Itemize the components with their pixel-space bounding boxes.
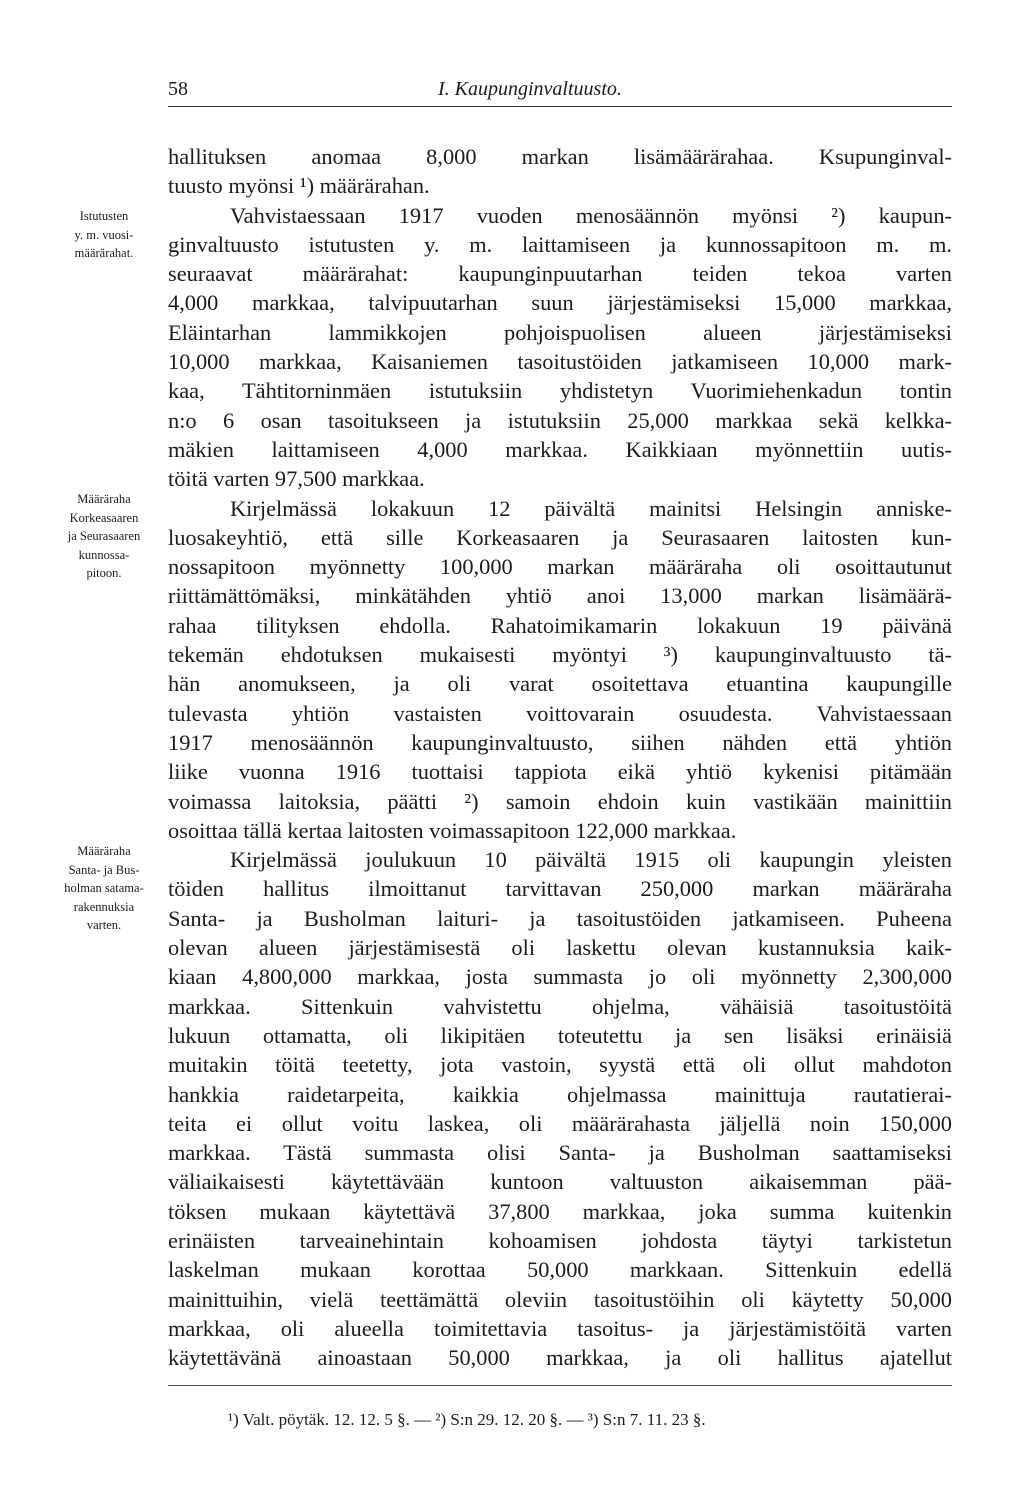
text-line: Kirjelmässä lokakuun 12 päivältä mainitsi Helsingin anniske- (230, 495, 952, 521)
running-header (0, 70, 1024, 110)
text-line: ginvaltuusto istutusten y. m. laittamiseen ja kunnossapitoon m. m. (168, 231, 952, 257)
text-line: olevan alueen järjestämisestä oli laskettu olevan kustannuksia kaik- (168, 935, 952, 961)
text-line: liike vuonna 1916 tuottaisi tappiota eikä yhtiö kykenisi pitämään (168, 759, 952, 785)
margin-note-line: pitoon. (86, 566, 122, 580)
margin-note-santahamina-appropriation (42, 842, 166, 935)
text-line: Eläintarhan lammikkojen pohjoispuolisen alueen järjestämiseksi (168, 319, 952, 345)
margin-note-line: Määräraha (77, 844, 131, 858)
text-line: rahaa tilityksen ehdolla. Rahatoimikamarin lokakuun 19 päivänä (168, 612, 952, 638)
margin-note-line: Santa- ja Bus- (68, 862, 140, 877)
text-line: hän anomukseen, ja oli varat osoitettava etuantina kaupungille (168, 671, 952, 697)
text-line: Vahvistaessaan 1917 vuoden menosäännön myönsi ²) kaupun- (230, 202, 952, 228)
margin-note-line: y. m. vuosi- (74, 227, 134, 242)
margin-note-line: Istutusten (79, 209, 129, 223)
text-line: luosakeyhtiö, että sille Korkeasaaren ja Seurasaaren laitosten kun- (168, 524, 952, 550)
margin-note-planting-appropriations (42, 207, 166, 263)
text-line: töitä varten 97,500 markkaa. (168, 466, 425, 492)
text-line: kaa, Tähtitorninmäen istutuksiin yhdistetyn Vuorimiehenkadun tontin (168, 378, 952, 404)
text-line: markkaa, oli alueella toimitettavia tasoitus- ja järjestämistöitä varten (168, 1315, 952, 1341)
text-line: 10,000 markkaa, Kaisaniemen tasoitustöiden jatkamiseen 10,000 mark- (168, 349, 952, 375)
footnote-rule (168, 1385, 952, 1386)
margin-note-line: holman satama- (64, 881, 144, 895)
body-text (168, 142, 952, 1372)
margin-note-korkeasaari-appropriation (42, 490, 166, 583)
margin-note-line: varten. (86, 918, 122, 932)
margin-note-line: Korkeasaaren (69, 510, 139, 525)
text-line: riittämättömäksi, minkätähden yhtiö anoi 13,000 markan lisämäärä- (168, 583, 952, 609)
margin-note-line: Määräraha (77, 492, 131, 506)
text-line: markkaa. Tästä summasta olisi Santa- ja Busholman saattamiseksi (168, 1140, 952, 1166)
margin-note-line: ja Seurasaaren (67, 529, 141, 543)
footnotes: ¹) Valt. pöytäk. 12. 12. 5 §. — ²) S:n 29. 12. 20 §. — ³) S:n 7. 11. 23 §. (228, 1410, 706, 1429)
text-line: seuraavat määrärahat: kaupunginpuutarhan teiden tekoa varten (168, 261, 952, 287)
margin-note-line: rakennuksia (73, 899, 135, 914)
text-line: erinäisten tarveainehintain kohoamisen johdosta täytyi tarkistetun (168, 1227, 952, 1253)
text-line: muitakin töitä teetetty, jota vastoin, syystä että oli ollut mahdoton (168, 1052, 952, 1078)
text-line: markkaa. Sittenkuin vahvistettu ohjelma, vähäisiä tasoitustöitä (168, 993, 952, 1019)
text-line: tuusto myönsi ¹) määrärahan. (168, 173, 430, 199)
margin-note-line: määrärahat. (74, 246, 134, 260)
text-line: mäkien laittamiseen 4,000 markkaa. Kaikkiaan myönnettiin uutis- (168, 436, 952, 462)
header-rule (168, 106, 952, 107)
text-line: käytettävänä ainoastaan 50,000 markkaa, ja oli hallitus ajatellut (168, 1345, 952, 1371)
text-line: hankkia raidetarpeita, kaikkia ohjelmassa mainittuja rautatierai- (168, 1081, 952, 1107)
text-line: Kirjelmässä joulukuun 10 päivältä 1915 oli kaupungin yleisten (230, 847, 952, 873)
text-line: kiaan 4,800,000 markkaa, josta summasta jo oli myönnetty 2,300,000 (168, 964, 952, 990)
text-line: tulevasta yhtiön vastaisten voittovarain osuudesta. Vahvistaessaan (168, 700, 952, 726)
text-line: 1917 menosäännön kaupunginvaltuusto, siihen nähden että yhtiön (168, 729, 952, 755)
text-line: hallituksen anomaa 8,000 markan lisämäärärahaa. Ksupunginval- (168, 144, 952, 169)
text-line: mainittuihin, vielä teettämättä oleviin tasoitustöihin oli käytetty 50,000 (168, 1286, 952, 1312)
text-line: nossapitoon myönnetty 100,000 markan määräraha oli osoittautunut (168, 554, 952, 580)
running-title: I. Kaupunginvaltuusto. (438, 78, 622, 100)
text-line: 4,000 markkaa, talvipuutarhan suun järjestämiseksi 15,000 markkaa, (168, 290, 952, 316)
text-line: osoittaa tällä kertaa laitosten voimassapitoon 122,000 markkaa. (168, 817, 737, 843)
text-line: n:o 6 osan tasoitukseen ja istutuksiin 25,000 markkaa sekä kelkka- (168, 407, 952, 433)
text-line: töksen mukaan käytettävä 37,800 markkaa, joka summa kuitenkin (168, 1198, 952, 1224)
text-line: töiden hallitus ilmoittanut tarvittavan 250,000 markan määräraha (168, 876, 952, 902)
text-line: tekemän ehdotuksen mukaisesti myöntyi ³) kaupunginvaltuusto tä- (168, 642, 952, 668)
margin-note-line: kunnossa- (78, 547, 130, 562)
text-line: väliaikaisesti käytettävään kuntoon valtuuston aikaisemman pää- (168, 1169, 952, 1195)
text-line: Santa- ja Busholman laituri- ja tasoitustöiden jatkamiseen. Puheena (168, 905, 952, 931)
page-number: 58 (168, 78, 188, 100)
text-line: voimassa laitoksia, päätti ²) samoin ehdoin kuin vastikään mainittiin (168, 788, 952, 814)
text-line: lukuun ottamatta, oli likipitäen toteutettu ja sen lisäksi erinäisiä (168, 1022, 952, 1048)
text-line: laskelman mukaan korottaa 50,000 markkaan. Sittenkuin edellä (168, 1257, 952, 1283)
text-line: teita ei ollut voitu laskea, oli määrärahasta jäljellä noin 150,000 (168, 1110, 952, 1136)
